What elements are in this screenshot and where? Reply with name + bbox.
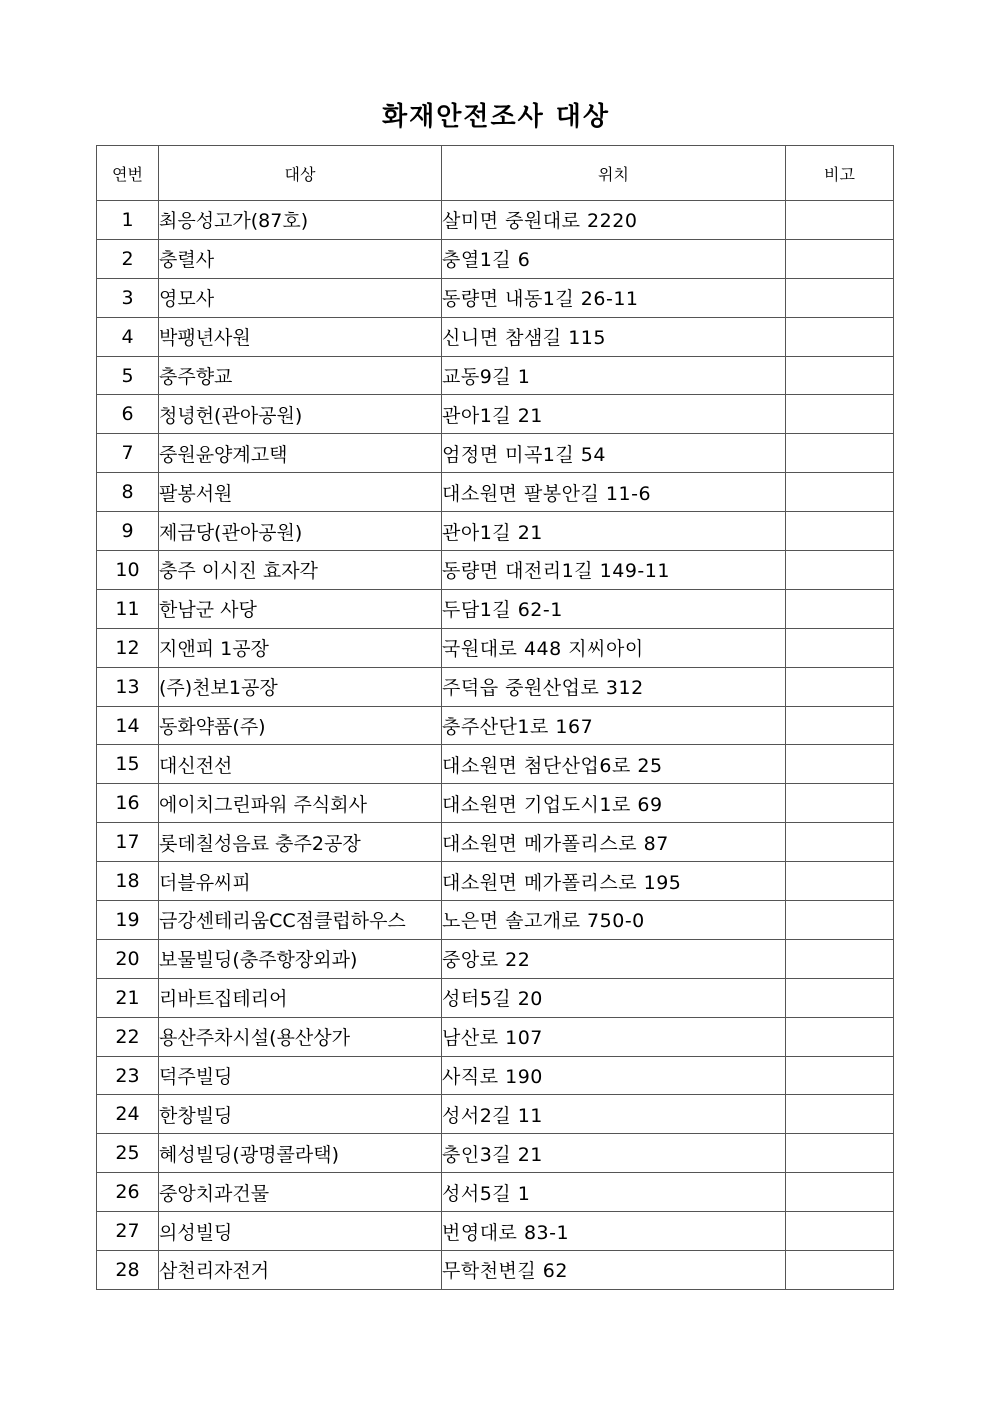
row-no: 24: [97, 1095, 159, 1134]
table-row: [97, 1173, 894, 1212]
row-location: 중앙로 22: [442, 939, 786, 978]
table-row: [97, 862, 894, 901]
row-no: 28: [97, 1251, 159, 1290]
row-no: 15: [97, 745, 159, 784]
row-note: [786, 901, 894, 940]
table-row: [97, 1017, 894, 1056]
header-no: 연번: [97, 146, 159, 201]
row-name: 중원윤양계고택: [159, 434, 442, 473]
row-location: 엄정면 미곡1길 54: [442, 434, 786, 473]
table-row: [97, 239, 894, 278]
table-row: [97, 784, 894, 823]
row-note: [786, 939, 894, 978]
row-name: 중앙치과건물: [159, 1173, 442, 1212]
row-no: 16: [97, 784, 159, 823]
row-no: 27: [97, 1212, 159, 1251]
row-location: 신니면 참샘길 115: [442, 317, 786, 356]
table-row: [97, 551, 894, 590]
row-name: 의성빌딩: [159, 1212, 442, 1251]
row-location: 충열1길 6: [442, 239, 786, 278]
row-location: 성터5길 20: [442, 978, 786, 1017]
row-no: 21: [97, 978, 159, 1017]
row-location: 대소원면 기업도시1로 69: [442, 784, 786, 823]
table-row: [97, 473, 894, 512]
row-name: 제금당(관아공원): [159, 512, 442, 551]
row-no: 20: [97, 939, 159, 978]
table-row: [97, 1212, 894, 1251]
row-no: 2: [97, 239, 159, 278]
row-location: 성서5길 1: [442, 1173, 786, 1212]
row-name: 최응성고가(87호): [159, 201, 442, 240]
row-name: 리바트집테리어: [159, 978, 442, 1017]
row-note: [786, 317, 894, 356]
table-row: [97, 706, 894, 745]
row-name: 대신전선: [159, 745, 442, 784]
row-location: 남산로 107: [442, 1017, 786, 1056]
row-note: [786, 1173, 894, 1212]
row-location: 대소원면 메가폴리스로 87: [442, 823, 786, 862]
row-note: [786, 512, 894, 551]
row-no: 9: [97, 512, 159, 551]
row-no: 8: [97, 473, 159, 512]
row-no: 10: [97, 551, 159, 590]
table-row: [97, 356, 894, 395]
row-note: [786, 628, 894, 667]
row-note: [786, 395, 894, 434]
table-row: [97, 1095, 894, 1134]
row-note: [786, 706, 894, 745]
row-note: [786, 201, 894, 240]
row-location: 번영대로 83-1: [442, 1212, 786, 1251]
row-name: 동화약품(주): [159, 706, 442, 745]
row-note: [786, 551, 894, 590]
row-no: 23: [97, 1056, 159, 1095]
row-location: 노은면 솔고개로 750-0: [442, 901, 786, 940]
row-no: 14: [97, 706, 159, 745]
row-no: 19: [97, 901, 159, 940]
inspection-target-table: [96, 145, 894, 1290]
table-row: [97, 201, 894, 240]
row-name: 충렬사: [159, 239, 442, 278]
row-name: 금강센테리움CC점클럽하우스: [159, 901, 442, 940]
row-note: [786, 784, 894, 823]
row-location: 대소원면 첨단산업6로 25: [442, 745, 786, 784]
row-name: 청녕헌(관아공원): [159, 395, 442, 434]
row-location: 대소원면 메가폴리스로 195: [442, 862, 786, 901]
row-name: 보물빌딩(충주항장외과): [159, 939, 442, 978]
table-row: [97, 1134, 894, 1173]
row-name: 에이치그린파워 주식회사: [159, 784, 442, 823]
table-row: [97, 1056, 894, 1095]
row-name: 한남군 사당: [159, 589, 442, 628]
row-no: 4: [97, 317, 159, 356]
row-name: 롯데칠성음료 충주2공장: [159, 823, 442, 862]
row-name: 팔봉서원: [159, 473, 442, 512]
table-row: [97, 434, 894, 473]
table-row: [97, 745, 894, 784]
row-note: [786, 978, 894, 1017]
table-row: [97, 628, 894, 667]
row-no: 13: [97, 667, 159, 706]
row-location: 무학천변길 62: [442, 1251, 786, 1290]
row-location: 살미면 중원대로 2220: [442, 201, 786, 240]
row-note: [786, 1095, 894, 1134]
row-name: 더블유씨피: [159, 862, 442, 901]
row-name: (주)천보1공장: [159, 667, 442, 706]
table-row: [97, 939, 894, 978]
table-row: [97, 667, 894, 706]
row-note: [786, 1017, 894, 1056]
row-location: 동량면 내동1길 26-11: [442, 278, 786, 317]
table-row: [97, 901, 894, 940]
row-name: 혜성빌딩(광명콜라택): [159, 1134, 442, 1173]
table-row: [97, 278, 894, 317]
table-row: [97, 823, 894, 862]
row-no: 25: [97, 1134, 159, 1173]
row-no: 6: [97, 395, 159, 434]
row-location: 국원대로 448 지씨아이: [442, 628, 786, 667]
row-no: 17: [97, 823, 159, 862]
row-location: 동량면 대전리1길 149-11: [442, 551, 786, 590]
row-no: 18: [97, 862, 159, 901]
row-name: 충주 이시진 효자각: [159, 551, 442, 590]
row-name: 충주향교: [159, 356, 442, 395]
row-note: [786, 1251, 894, 1290]
row-note: [786, 1134, 894, 1173]
table-row: [97, 512, 894, 551]
header-row: [97, 146, 894, 201]
row-note: [786, 589, 894, 628]
row-name: 삼천리자전거: [159, 1251, 442, 1290]
row-no: 26: [97, 1173, 159, 1212]
table-body: [97, 201, 894, 1290]
header-target: 대상: [159, 146, 442, 201]
document-title: 화재안전조사 대상: [382, 102, 610, 132]
row-note: [786, 278, 894, 317]
row-no: 1: [97, 201, 159, 240]
row-location: 관아1길 21: [442, 512, 786, 551]
row-name: 용산주차시설(용산상가: [159, 1017, 442, 1056]
table-row: [97, 395, 894, 434]
row-location: 주덕읍 중원산업로 312: [442, 667, 786, 706]
row-location: 성서2길 11: [442, 1095, 786, 1134]
row-name: 지앤피 1공장: [159, 628, 442, 667]
row-note: [786, 1056, 894, 1095]
row-no: 7: [97, 434, 159, 473]
row-no: 12: [97, 628, 159, 667]
row-note: [786, 356, 894, 395]
row-location: 사직로 190: [442, 1056, 786, 1095]
table-row: [97, 1251, 894, 1290]
table-row: [97, 317, 894, 356]
row-name: 영모사: [159, 278, 442, 317]
row-note: [786, 434, 894, 473]
row-no: 3: [97, 278, 159, 317]
row-note: [786, 862, 894, 901]
row-location: 충주산단1로 167: [442, 706, 786, 745]
row-location: 교동9길 1: [442, 356, 786, 395]
row-name: 한창빌딩: [159, 1095, 442, 1134]
row-location: 충인3길 21: [442, 1134, 786, 1173]
row-location: 대소원면 팔봉안길 11-6: [442, 473, 786, 512]
row-location: 관아1길 21: [442, 395, 786, 434]
row-note: [786, 745, 894, 784]
row-note: [786, 667, 894, 706]
table-header: [97, 146, 894, 201]
row-location: 두담1길 62-1: [442, 589, 786, 628]
row-name: 덕주빌딩: [159, 1056, 442, 1095]
row-no: 5: [97, 356, 159, 395]
row-note: [786, 239, 894, 278]
row-no: 22: [97, 1017, 159, 1056]
table-row: [97, 589, 894, 628]
row-no: 11: [97, 589, 159, 628]
header-location: 위치: [442, 146, 786, 201]
row-name: 박팽년사원: [159, 317, 442, 356]
row-note: [786, 823, 894, 862]
row-note: [786, 473, 894, 512]
header-note: 비고: [786, 146, 894, 201]
row-note: [786, 1212, 894, 1251]
table-row: [97, 978, 894, 1017]
